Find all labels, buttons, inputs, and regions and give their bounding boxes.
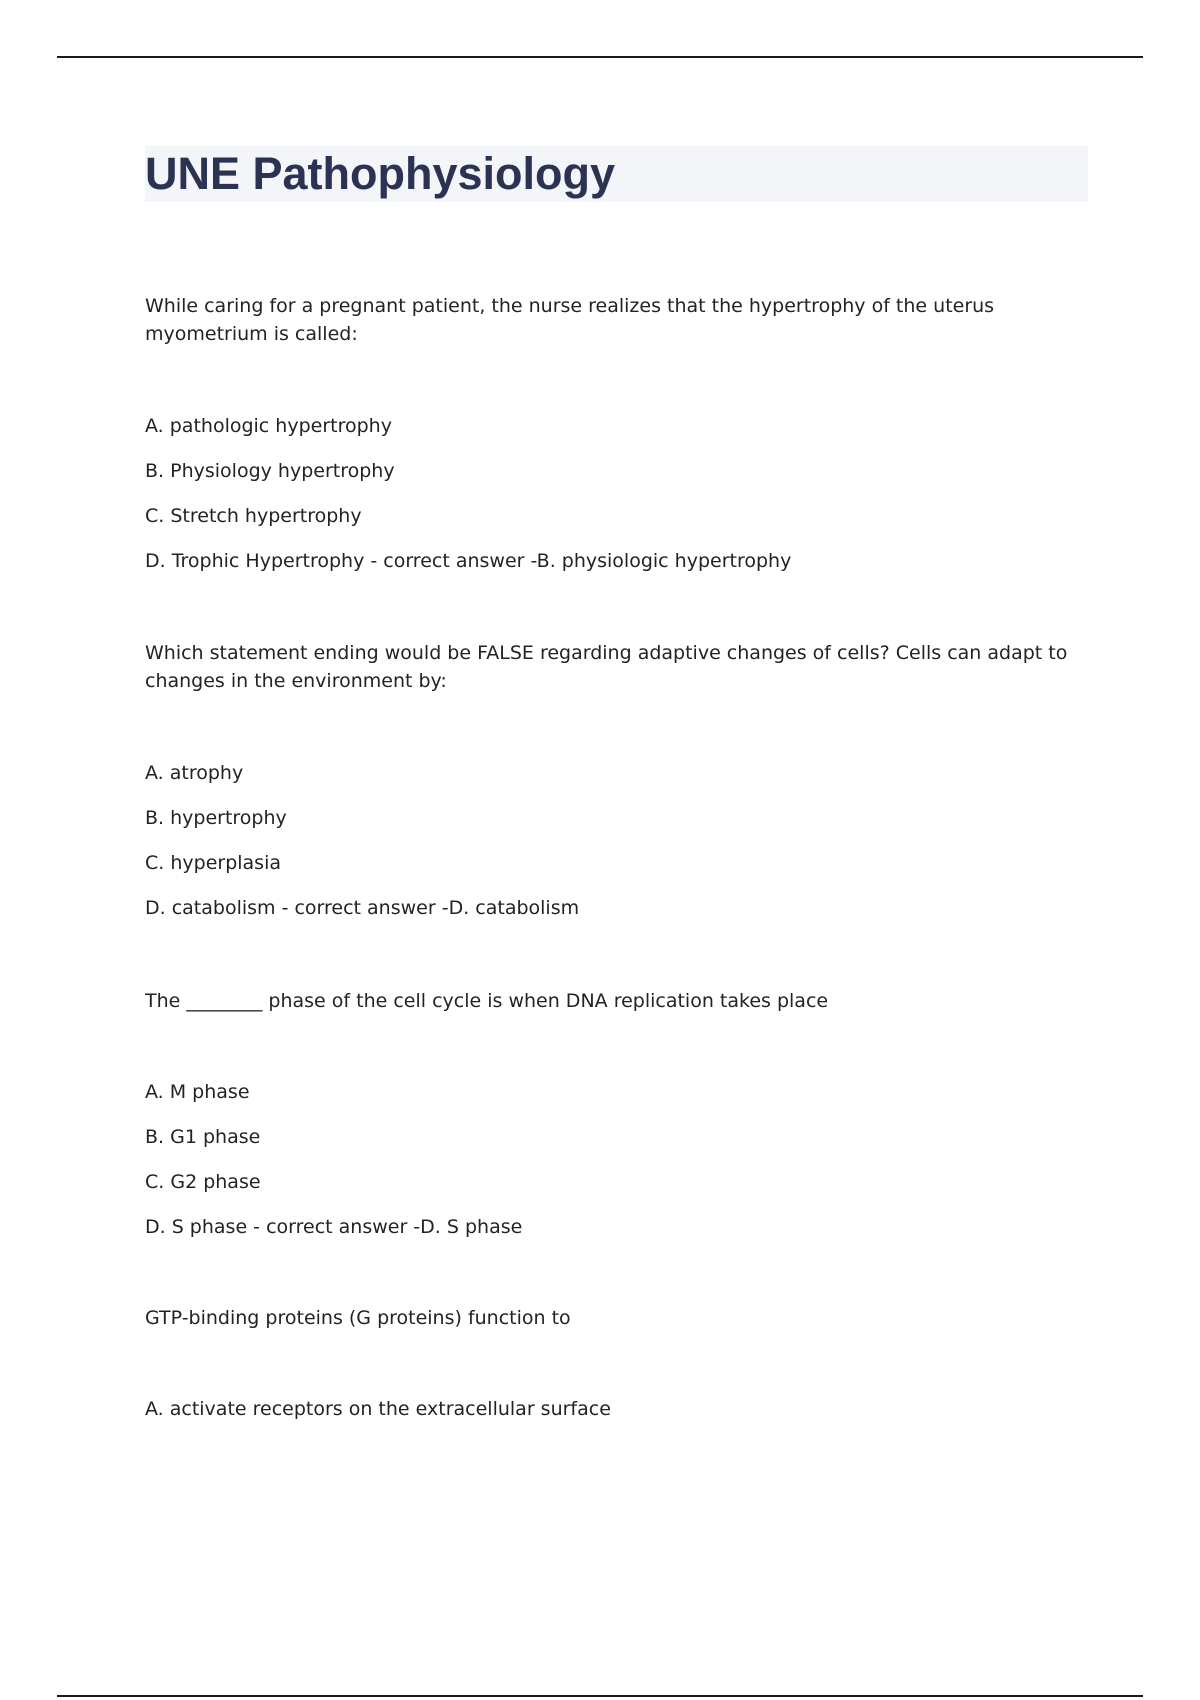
- header-rule: [57, 56, 1143, 58]
- question-prompt: While caring for a pregnant patient, the nurse realizes that the hypertrophy of the uterus myometrium is called:: [145, 295, 995, 345]
- option-item: C. Stretch hypertrophy: [145, 505, 362, 527]
- question-block-1: [145, 292, 1088, 348]
- option-item: A. M phase: [145, 1081, 250, 1103]
- title-band: [145, 146, 1088, 202]
- option-list-2: [145, 759, 1088, 922]
- page-title: UNE Pathophysiology: [145, 148, 616, 199]
- option-item: B. hypertrophy: [145, 807, 287, 829]
- option-item-answer: D. S phase - correct answer -D. S phase: [145, 1216, 523, 1238]
- option-item: A. atrophy: [145, 762, 244, 784]
- question-prompt: Which statement ending would be FALSE regarding adaptive changes of cells? Cells can adapt to changes in the environment by:: [145, 642, 1068, 692]
- option-item: C. G2 phase: [145, 1171, 261, 1193]
- question-block-4: [145, 1304, 1088, 1332]
- option-item: A. pathologic hypertrophy: [145, 415, 392, 437]
- option-item: B. G1 phase: [145, 1126, 261, 1148]
- option-item-answer: D. Trophic Hypertrophy - correct answer -B. physiologic hypertrophy: [145, 550, 792, 572]
- question-prompt: GTP-binding proteins (G proteins) function to: [145, 1307, 571, 1329]
- option-item-answer: D. catabolism - correct answer -D. catabolism: [145, 897, 580, 919]
- option-item: C. hyperplasia: [145, 852, 281, 874]
- option-list-1: [145, 412, 1088, 575]
- option-item: B. Physiology hypertrophy: [145, 460, 395, 482]
- question-block-3: [145, 987, 1088, 1015]
- option-item: A. activate receptors on the extracellular surface: [145, 1398, 611, 1420]
- question-prompt: The ________ phase of the cell cycle is when DNA replication takes place: [145, 990, 829, 1012]
- question-block-2: [145, 639, 1088, 695]
- option-list-3: [145, 1078, 1088, 1241]
- document-body: [145, 146, 1088, 1420]
- footer-rule: [57, 1695, 1143, 1697]
- option-list-4: [145, 1395, 1088, 1423]
